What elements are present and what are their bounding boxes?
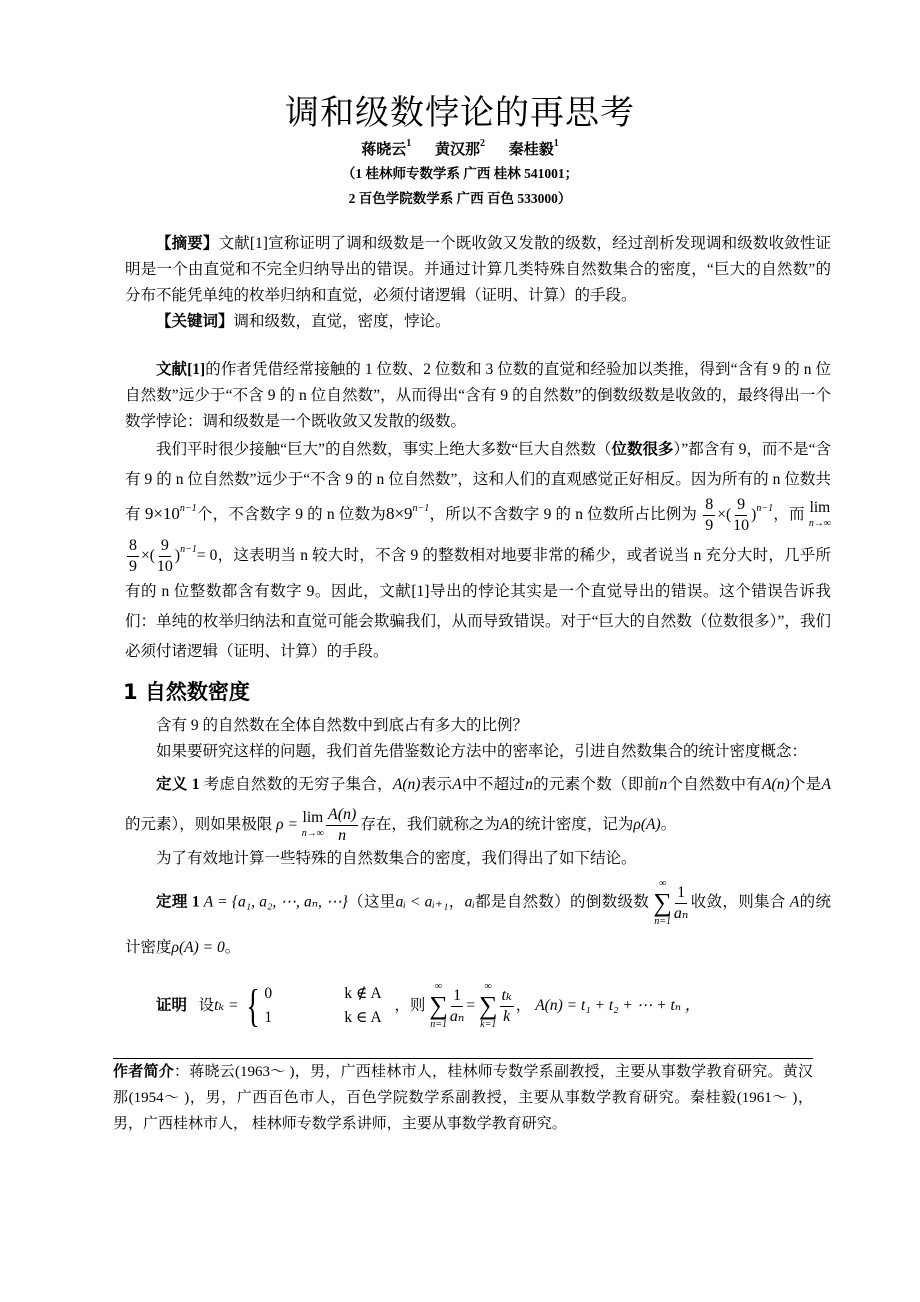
author-bio-footnote	[113, 1059, 813, 1137]
math: A	[499, 816, 510, 834]
author-name: 黄汉那	[434, 142, 480, 158]
numerator: 8	[127, 536, 139, 557]
paragraph-text: 都是自然数）的倒数级数	[474, 893, 650, 911]
definition	[125, 765, 831, 846]
affiliation-1: （1 桂林师专数学系 广西 桂林 541001；	[341, 166, 579, 181]
math: lim	[809, 498, 831, 516]
author-name: 秦桂毅	[508, 142, 554, 158]
affiliation-2: 2 百色学院数学系 广西 百色 533000）	[348, 191, 572, 206]
body-text	[125, 357, 831, 1034]
paragraph-text: ，而	[773, 506, 805, 524]
paragraph-text: 表示	[420, 776, 453, 793]
author	[361, 138, 412, 158]
paragraph-text: 的统计密度，记为	[509, 816, 634, 834]
emphasis: 位数很多	[611, 441, 674, 458]
math: ×(	[717, 506, 732, 524]
math: A(n)	[762, 776, 790, 793]
paragraph-text: 个自然数中有	[667, 776, 763, 793]
math: n−1	[756, 503, 774, 515]
limit	[809, 500, 831, 532]
paragraph-text: （这里	[347, 893, 396, 911]
paragraph	[125, 435, 831, 667]
math: A(n)	[392, 776, 421, 793]
fraction	[450, 986, 464, 1027]
denominator: k	[503, 1007, 511, 1025]
math: = 0	[196, 547, 218, 565]
math: A(n) = t₁ + t₂ + ⋯ + tₙ ，	[535, 997, 701, 1014]
keywords-text: 调和级数，直觉，密度，悖论。	[233, 313, 451, 330]
math: A	[821, 776, 831, 793]
math: )	[174, 547, 181, 565]
math: n−1	[179, 503, 197, 515]
math: n=1	[654, 916, 672, 927]
paragraph-text: 的作者凭借经常接触的 1 位数、2 位数和 3 位数的直觉和经验加以类推，得到“含有 9 的 n 位自然数”远少于“不含 9 的 n 位自然数”，从而得出“含有 9 的自然数”的倒数级数是收敛的，最终得出一个数学悖论：调和级数是一个既收敛又发散的级数。	[125, 361, 831, 430]
math: 0	[264, 985, 273, 1003]
paragraph-text: 我们平时很少接触“巨大”的自然数，事实上绝大多数“巨大自然数（	[156, 441, 612, 458]
summation: ∞ ∑ n=1	[429, 981, 448, 1031]
theorem	[125, 878, 831, 968]
math: ρ(A)	[633, 816, 661, 834]
denominator: aₙ	[673, 904, 689, 922]
paragraph-text: 。	[660, 816, 677, 834]
fraction	[733, 495, 749, 536]
abstract-text: 文献[1]宣称证明了调和级数是一个既收敛又发散的级数，经过剖析发现调和级数收敛性证明是一个由直觉和不完全归纳导出的错误。并通过计算几类特殊自然数集合的密度，“巨大的自然数”的分布不能凭单纯的枚举归纳和直觉，必须付诸逻辑（证明、计算）的手段。	[125, 235, 831, 304]
paragraph: 如果要研究这样的问题，我们首先借鉴数论方法中的密率论，引进自然数集合的统计密度概念：	[156, 743, 808, 760]
math: ∞	[484, 981, 492, 993]
numerator: 9	[159, 536, 171, 557]
math: A	[789, 893, 800, 911]
denominator: 10	[156, 558, 173, 575]
math: 8×9	[385, 504, 413, 524]
math: n−1	[180, 544, 197, 556]
footnote-text: ：蒋晓云(1963～ )，男，广西桂林市人，桂林师专数学系副教授，主要从事数学教育研究。黄汉那(1954～ )，男，广西百色市人，百色学院数学系副教授，主要从事数学教育研究。秦桂毅(1961～ )，男，广西桂林市人， 桂林师专数学系讲师，主要从事数学教育研究。	[113, 1064, 813, 1132]
paragraph-text: 设	[198, 997, 215, 1014]
paragraph	[125, 357, 831, 435]
math: n	[525, 776, 533, 793]
paragraph-text: ，则	[394, 997, 426, 1014]
author-affil-mark: 2	[480, 138, 485, 149]
paragraph-text: 的统计密度	[125, 893, 831, 956]
math: n−1	[412, 503, 430, 515]
author-list	[0, 140, 920, 160]
numerator: 9	[735, 495, 747, 516]
math: lim	[302, 808, 324, 826]
section-heading: 1 自然数密度	[123, 680, 250, 704]
formula	[386, 504, 429, 523]
math: aᵢ	[464, 893, 475, 911]
numerator: tₖ	[500, 986, 514, 1007]
math: ρ(A) = 0	[171, 939, 225, 956]
math: ∞	[435, 981, 443, 993]
summation: ∞ ∑ k=1	[478, 981, 498, 1031]
citation-lead: 文献[1]	[156, 361, 206, 378]
denominator: n	[338, 827, 347, 844]
math: k ∈ A	[344, 1009, 382, 1027]
paragraph-text: 个是	[789, 776, 822, 793]
numerator: A(n)	[326, 805, 358, 826]
fraction	[326, 805, 358, 846]
fraction	[500, 986, 514, 1027]
fraction	[157, 536, 173, 577]
keywords	[125, 309, 831, 335]
fraction	[127, 536, 139, 577]
definition-label: 定义 1	[156, 776, 200, 793]
main-flow	[113, 231, 831, 1157]
paragraph-text: ，这表明当 n 较大时，不含 9 的整数相对地要非常的稀少，或者说当 n 充分大时，几乎所有的 n 位整数都含有数字 9。因此，文献[1]导出的悖论其实是一个直觉导出的错误。这个错误告诉我们：单纯的枚举归纳法和直觉可能会欺骗我们，从而导致错误。对于“巨大的自然数（位数很多）”，我们必须付诸逻辑（证明、计算）的手段。	[125, 547, 831, 660]
paper-title: 调和级数悖论的再思考	[285, 93, 635, 133]
abstract-label: 【摘要】	[156, 235, 219, 252]
author	[434, 138, 485, 158]
math: A	[452, 776, 462, 793]
abstract	[125, 231, 831, 309]
denominator: 9	[129, 558, 137, 575]
paragraph-text: 存在，我们就称之为	[360, 816, 500, 834]
proof-label: 证明	[156, 997, 188, 1014]
math: n=1	[430, 1019, 447, 1031]
math: 1	[264, 1009, 273, 1027]
paragraph-text: 。	[224, 939, 241, 956]
paragraph: 为了有效地计算一些特殊的自然数集合的密度，我们得出了如下结论。	[156, 850, 637, 867]
math: ρ =	[276, 816, 298, 834]
paragraph-text: 收敛，则集合	[690, 893, 786, 911]
math: A = {a₁, a₂, ⋯, aₙ, ⋯}	[203, 893, 348, 911]
math: ×(	[141, 547, 155, 565]
math: 9×10	[144, 504, 180, 524]
author-affil-mark: 1	[406, 138, 412, 149]
fraction	[674, 883, 688, 924]
numerator: 1	[675, 883, 687, 904]
author-affil-mark: 1	[553, 138, 559, 149]
footnote-area	[113, 1058, 813, 1137]
math: n→∞	[301, 827, 324, 839]
denominator: 10	[733, 517, 750, 534]
fraction	[703, 495, 715, 536]
theorem-label: 定理 1	[156, 893, 200, 911]
summation: ∞ ∑ n=1	[653, 878, 672, 927]
paragraph-text: 的元素），则如果极限	[125, 816, 273, 834]
math: k=1	[480, 1019, 497, 1031]
denominator: aₙ	[449, 1007, 465, 1025]
denominator: 9	[705, 517, 714, 534]
piecewise-cases: { 0 k ∉ A 1 k ∈ A	[242, 982, 394, 1030]
formula	[145, 504, 197, 523]
paragraph-text: 考虑自然数的无穷子集合，	[203, 776, 393, 793]
math: n	[659, 776, 668, 793]
math: aᵢ < aᵢ₊₁	[395, 893, 449, 911]
proof: 证明 设tₖ = { 0 k ∉ A 1 k ∈ A ，则 ∞ ∑ n=1 $\frac{1}{\text{aₙ}}$ = ∞ ∑ k=1 $\frac{\text{tₖ}}{k}$ ， A(n) = t₁ + t₂ + ⋯ + tₙ ，	[156, 980, 701, 1032]
limit	[302, 810, 324, 842]
math: n→∞	[808, 517, 831, 529]
footnote-label: 作者简介	[113, 1064, 174, 1080]
numerator: 1	[451, 986, 463, 1007]
abstract-block	[125, 231, 831, 335]
math: )	[751, 506, 757, 524]
author-name: 蒋晓云	[361, 142, 407, 158]
paragraph-text: ，	[448, 893, 465, 911]
math: tₖ =	[214, 997, 239, 1014]
paragraph-text: ，所以不含数字 9 的 n 位数所占比例为	[429, 506, 698, 524]
math: ∞	[659, 878, 667, 889]
paragraph-text: 中不超过	[461, 776, 526, 793]
author	[508, 138, 559, 158]
numerator: 8	[703, 495, 715, 516]
paragraph: 含有 9 的自然数在全体自然数中到底占有多大的比例？	[156, 717, 529, 734]
keywords-label: 【关键词】	[156, 313, 234, 330]
paragraph-text: ）”都含有 9，而不是“含有 9 的 n 位自然数”远少于“不含 9 的 n 位自然数”，这和人们的直观感觉正好相反。因为所有的 n 位数共有	[125, 441, 831, 524]
paragraph-text: 的元素个数（即前	[532, 776, 660, 793]
paragraph-text: 个，不含数字 9 的 n 位数为	[196, 506, 386, 524]
math: k ∉ A	[344, 985, 382, 1003]
